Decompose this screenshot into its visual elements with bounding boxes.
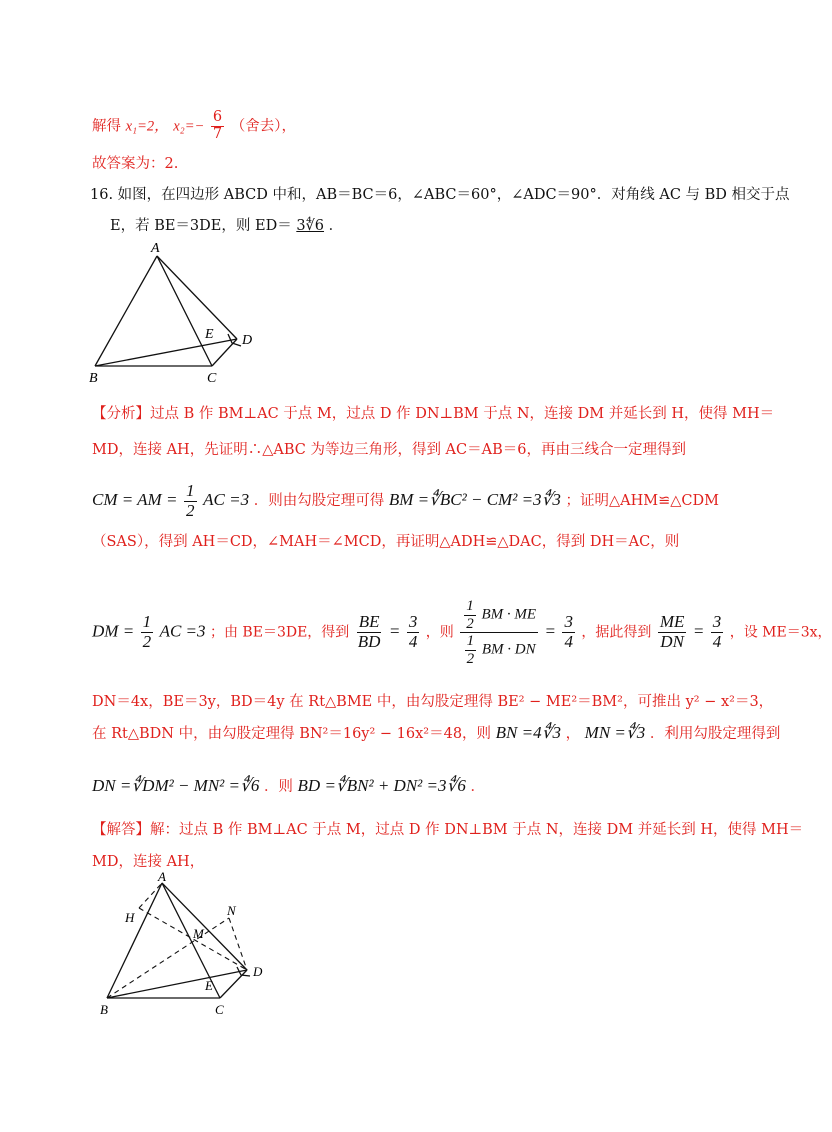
solve-text: 解得 [92,118,121,135]
dn-expr: DN =∜DM² − MN² =∜6 [92,776,260,795]
dn-den: DN [660,632,684,651]
eq-sign-2: = [544,621,556,641]
dm-ac-expr: AC =3 [159,621,206,641]
let-text: ，设 ME＝3x， [729,624,832,641]
area-half-top-num: 1 [466,598,474,614]
fig2-label-B: B [100,1002,108,1017]
reject-text: （舍去）， [230,118,296,135]
x2-numerator: 6 [212,109,223,125]
dm-half-fraction [141,613,154,651]
prev-final-answer: 故答案为：2. [92,156,179,172]
label-D: D [242,333,253,348]
bm-expr: BM =∜BC² − CM² =3∜3 [388,490,561,510]
bd-den: BD [357,632,381,651]
bd-expr: BD =∜BN² + DN² =3∜6 [297,776,466,795]
three-num-1: 3 [408,612,418,632]
q16-line2 [110,214,343,235]
prev-solve-line [92,110,296,143]
four-den-3: 4 [712,632,722,651]
analysis-line7: 在 Rt△BDN 中，由勾股定理得 BN²＝16y² − 16x²＝48，则 BN =4∜3 ， MN =∜3 ．利用勾股定理得到 [92,723,781,742]
analysis-line5 [92,598,832,667]
pythag-text: ．则由勾股定理可得 [253,493,385,510]
three-num-3: 3 [712,612,722,632]
dm-half-den: 2 [142,632,152,651]
label-E: E [205,327,214,342]
dm-half-num: 1 [142,612,152,632]
label-C: C [207,371,217,386]
half-den: 2 [186,500,195,520]
hence-text: ，据此得到 [581,624,652,641]
mn-expr: MN =∜3 [584,723,646,742]
be-num: BE [358,612,380,632]
three-num-2: 3 [564,612,573,632]
be-text: ；由 BE＝3DE，得到 [209,624,350,641]
analysis-line2: MD，连接 AH，先证明∴△ABC 为等边三角形，得到 AC＝AB＝6，再由三线合一定理得到 [92,442,686,458]
area-ratio-fraction [460,598,538,667]
q16-line1 [90,183,790,204]
eq-sign-1: = [388,621,401,641]
analysis-line4: （SAS），得到 AH＝CD，∠MAH＝∠MCD，再证明△ADH≌△DAC，得到 DH＝AC，则 [92,534,680,550]
area-ratio-num [460,598,538,633]
figure-quadrilateral [85,238,285,388]
area-half-bottom-den: 2 [466,650,475,667]
figure-construction [95,868,285,1028]
area-ratio-den [461,633,538,667]
then-text: ，则 [425,624,454,641]
me-num: ME [659,612,685,632]
area-half-top-den: 2 [466,615,474,632]
question-text-1: 如图，在四边形 ABCD 中和，AB＝BC＝6，∠ABC＝60°，∠ADC＝90°．对角线 AC 与 BD 相交于点 [117,187,790,203]
period: ． [470,779,485,795]
bdn-text: 在 Rt△BDN 中，由勾股定理得 BN²＝16y² − 16x²＝48，则 [92,726,492,742]
then-text-2: ．则 [263,779,293,795]
four-den-1: 4 [408,632,418,651]
fig2-label-C: C [215,1002,224,1017]
analysis-line1: 【分析】过点 B 作 BM⊥AC 于点 M，过点 D 作 DN⊥BM 于点 N，连接 DM 并延长到 H，使得 MH＝ [92,406,775,422]
half-fraction [184,482,197,520]
fig2-label-E: E [205,978,213,993]
area-half-bottom [465,633,477,667]
three-quarter-fraction-2 [562,613,575,651]
answer-blank: 3∜6 [296,218,325,234]
question-text-2: E，若 BE＝3DE，则 ED＝ [110,218,292,234]
x2-fraction [211,110,224,143]
label-A: A [151,241,160,256]
solution-line1: 【解答】解：过点 B 作 BM⊥AC 于点 M，过点 D 作 DN⊥BM 于点 N，连接 DM 并延长到 H，使得 MH＝ [92,822,804,838]
three-quarter-fraction-3 [711,613,724,651]
label-B: B [89,371,98,386]
four-den-2: 4 [564,632,573,651]
solution-line2: MD，连接 AH， [92,854,205,870]
area-half-bottom-num: 1 [466,633,475,649]
ac-expr: AC =3 [203,490,250,510]
x1-value: x₁=2， [125,118,169,135]
me-dn-fraction [658,613,687,651]
fig2-label-M: M [193,926,204,941]
congruence-text: ；证明△AHM≌△CDM [565,493,719,510]
half-num: 1 [186,481,195,500]
bm-dn: BM · DN [481,641,536,658]
fig2-label-H: H [125,910,135,925]
x2-value: x₂=− [173,118,205,135]
x2-denominator: 7 [212,125,223,142]
dm-expr: DM = [92,621,135,641]
analysis-line3 [92,482,719,520]
cm-am-expr: CM = AM = [92,490,178,510]
fig2-label-A: A [158,869,166,884]
fig2-label-N: N [227,903,236,918]
be-bd-fraction [356,613,383,651]
eq-sign-3: = [692,621,705,641]
area-half-top [464,598,476,632]
analysis-line8 [92,775,485,796]
fig2-label-D: D [253,964,263,979]
bm-me: BM · ME [481,606,537,623]
analysis-line6: DN＝4x，BE＝3y，BD＝4y 在 Rt△BME 中，由勾股定理得 BE² − ME²＝BM²，可推出 y² − x²＝3， [92,694,774,710]
bn-expr: BN =4∜3 [495,723,561,742]
pythag-again-text: ．利用勾股定理得到 [649,726,781,742]
question-end: ． [328,218,344,234]
question-number: 16. [90,187,114,203]
three-quarter-fraction-1 [407,613,420,651]
